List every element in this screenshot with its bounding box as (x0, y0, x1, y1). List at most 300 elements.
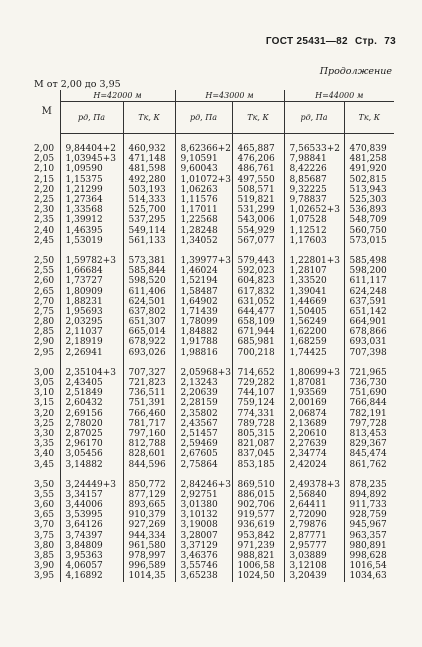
cell-temperature-42000: 1014,35 (123, 571, 175, 581)
cell-temperature-43000: 869,510 (232, 480, 284, 490)
cell-temperature-42000: 828,601 (123, 449, 175, 459)
cell-temperature-44000: 525,303 (344, 195, 394, 205)
cell-temperature-44000: 980,891 (344, 541, 394, 551)
cell-temperature-42000: 481,598 (123, 164, 175, 174)
cell-mach: 3,75 (34, 530, 55, 541)
cell-temperature-42000: 996,589 (123, 561, 175, 571)
cell-temperature-44000: 736,730 (344, 378, 394, 388)
cell-temperature-43000: 579,443 (232, 256, 284, 266)
cell-mach: 3,85 (34, 551, 55, 562)
cell-pressure-44000: 1,87081 (284, 378, 344, 388)
cell-temperature-44000: 693,031 (344, 337, 394, 347)
cell-pressure-44000: 1,62200 (284, 327, 344, 337)
cell-mach: 3,25 (34, 418, 55, 429)
cell-temperature-42000: 573,381 (123, 256, 175, 266)
cell-temperature-43000: 853,185 (232, 459, 284, 469)
cell-pressure-43000: 1,11576 (175, 195, 232, 205)
cell-temperature-42000: 736,511 (123, 388, 175, 398)
cell-pressure-42000: 1,73727 (60, 276, 123, 286)
cell-pressure-44000: 2,95777 (284, 541, 344, 551)
cell-pressure-42000: 3,74397 (60, 531, 123, 541)
cell-mach: 2,05 (34, 154, 55, 165)
table-row (34, 571, 394, 581)
cell-pressure-43000: 2,35802 (175, 409, 232, 419)
table-row (34, 337, 394, 347)
cell-pressure-44000: 2,87771 (284, 531, 344, 541)
cell-pressure-43000: 2,13243 (175, 378, 232, 388)
cell-pressure-42000: 2,60432 (60, 398, 123, 408)
cell-mach: 3,00 (34, 367, 55, 378)
cell-pressure-44000: 1,17603 (284, 236, 344, 246)
cell-mach: 3,45 (34, 459, 55, 470)
cell-temperature-43000: 617,832 (232, 286, 284, 296)
cell-temperature-42000: 537,295 (123, 215, 175, 225)
cell-pressure-43000: 2,43567 (175, 419, 232, 429)
cell-temperature-44000: 911,733 (344, 500, 394, 510)
cell-temperature-42000: 797,160 (123, 429, 175, 439)
atmosphere-table (34, 90, 394, 582)
cell-temperature-42000: 751,391 (123, 398, 175, 408)
cell-pressure-44000: 3,12108 (284, 561, 344, 571)
cell-mach: 2,45 (34, 235, 55, 246)
cell-temperature-44000: 878,235 (344, 480, 394, 490)
cell-temperature-42000: 844,596 (123, 459, 175, 469)
cell-pressure-43000: 3,19008 (175, 520, 232, 530)
column-header-mach: М (41, 105, 52, 117)
cell-mach: 2,20 (34, 184, 55, 195)
table-row (34, 541, 394, 551)
cell-temperature-44000: 573,015 (344, 236, 394, 246)
cell-mach: 3,05 (34, 378, 55, 389)
cell-temperature-42000: 961,580 (123, 541, 175, 551)
table-row (34, 378, 394, 388)
cell-pressure-43000: 3,65238 (175, 571, 232, 581)
cell-temperature-42000: 850,772 (123, 480, 175, 490)
cell-temperature-44000: 502,815 (344, 175, 394, 185)
cell-pressure-42000: 1,88231 (60, 297, 123, 307)
cell-temperature-42000: 460,932 (123, 144, 175, 154)
cell-pressure-42000: 1,95693 (60, 307, 123, 317)
table-row (34, 419, 394, 429)
cell-temperature-42000: 812,788 (123, 439, 175, 449)
cell-mach: 2,30 (34, 205, 55, 216)
cell-pressure-43000: 9,10591 (175, 154, 232, 164)
cell-pressure-42000: 3,53995 (60, 510, 123, 520)
cell-pressure-43000: 1,52194 (175, 276, 232, 286)
cell-temperature-42000: 624,501 (123, 297, 175, 307)
cell-pressure-42000: 2,87025 (60, 429, 123, 439)
cell-temperature-44000: 1016,54 (344, 561, 394, 571)
table-row (34, 154, 394, 164)
cell-temperature-44000: 813,453 (344, 429, 394, 439)
cell-pressure-42000: 1,27364 (60, 195, 123, 205)
cell-pressure-42000: 2,78020 (60, 419, 123, 429)
cell-temperature-44000: 845,474 (344, 449, 394, 459)
cell-temperature-43000: 714,652 (232, 368, 284, 378)
cell-temperature-44000: 637,591 (344, 297, 394, 307)
cell-temperature-44000: 513,943 (344, 185, 394, 195)
cell-temperature-42000: 678,922 (123, 337, 175, 347)
cell-pressure-43000: 1,84882 (175, 327, 232, 337)
cell-temperature-44000: 548,709 (344, 215, 394, 225)
cell-temperature-42000: 598,520 (123, 276, 175, 286)
table-row (34, 236, 394, 246)
standard-number: ГОСТ 25431—82 (265, 36, 348, 47)
cell-mach: 3,90 (34, 561, 55, 572)
table-row (34, 276, 394, 286)
cell-mach: 2,55 (34, 266, 55, 277)
cell-temperature-43000: 519,821 (232, 195, 284, 205)
cell-temperature-43000: 1024,50 (232, 571, 284, 581)
cell-pressure-42000: 3,95363 (60, 551, 123, 561)
cell-pressure-43000: 2,75864 (175, 459, 232, 469)
column-header-pressure: pд, Па (175, 102, 232, 134)
cell-temperature-44000: 751,690 (344, 388, 394, 398)
cell-temperature-42000: 766,460 (123, 409, 175, 419)
cell-temperature-42000: 651,307 (123, 317, 175, 327)
cell-temperature-42000: 637,802 (123, 307, 175, 317)
cell-temperature-43000: 971,239 (232, 541, 284, 551)
cell-pressure-42000: 3,34157 (60, 490, 123, 500)
cell-pressure-44000: 1,44669 (284, 297, 344, 307)
cell-temperature-42000: 693,026 (123, 348, 175, 358)
cell-pressure-42000: 2,35104+3 (60, 368, 123, 378)
cell-temperature-43000: 988,821 (232, 551, 284, 561)
table-row (34, 480, 394, 490)
cell-mach: 3,55 (34, 489, 55, 500)
cell-pressure-44000: 2,72090 (284, 510, 344, 520)
cell-pressure-42000: 1,21299 (60, 185, 123, 195)
table-row (34, 551, 394, 561)
table-row (34, 144, 394, 154)
cell-pressure-44000: 1,07528 (284, 215, 344, 225)
cell-temperature-43000: 658,109 (232, 317, 284, 327)
cell-temperature-43000: 759,124 (232, 398, 284, 408)
group-header-43000: H=43000 м (175, 90, 284, 102)
column-header-temperature: Tк, К (123, 102, 175, 134)
table-row (34, 205, 394, 215)
cell-pressure-42000: 2,26941 (60, 348, 123, 358)
table-row (34, 307, 394, 317)
cell-temperature-42000: 721,823 (123, 378, 175, 388)
cell-mach: 3,20 (34, 408, 55, 419)
cell-pressure-44000: 9,78837 (284, 195, 344, 205)
cell-mach: 2,70 (34, 296, 55, 307)
table-row (34, 348, 394, 358)
cell-pressure-43000: 3,01380 (175, 500, 232, 510)
cell-temperature-43000: 774,331 (232, 409, 284, 419)
cell-temperature-42000: 492,280 (123, 175, 175, 185)
cell-pressure-42000: 2,96170 (60, 439, 123, 449)
cell-pressure-44000: 7,98841 (284, 154, 344, 164)
cell-mach: 3,95 (34, 571, 55, 582)
page-label: Стр. (354, 36, 378, 47)
cell-temperature-43000: 631,052 (232, 297, 284, 307)
cell-temperature-43000: 821,087 (232, 439, 284, 449)
table-row (34, 185, 394, 195)
cell-temperature-43000: 837,045 (232, 449, 284, 459)
cell-temperature-43000: 1006,58 (232, 561, 284, 571)
cell-temperature-42000: 707,327 (123, 368, 175, 378)
cell-pressure-43000: 1,17011 (175, 205, 232, 215)
cell-pressure-44000: 1,50405 (284, 307, 344, 317)
cell-pressure-43000: 2,20639 (175, 388, 232, 398)
block-spacer (34, 246, 394, 256)
cell-pressure-44000: 1,28107 (284, 266, 344, 276)
cell-pressure-43000: 2,84246+3 (175, 480, 232, 490)
cell-pressure-44000: 2,13689 (284, 419, 344, 429)
cell-temperature-44000: 560,750 (344, 226, 394, 236)
cell-temperature-44000: 829,367 (344, 439, 394, 449)
cell-mach: 2,15 (34, 174, 55, 185)
table-row (34, 409, 394, 419)
cell-pressure-44000: 1,22801+3 (284, 256, 344, 266)
cell-pressure-42000: 1,46395 (60, 226, 123, 236)
cell-pressure-44000: 2,34774 (284, 449, 344, 459)
cell-temperature-44000: 928,759 (344, 510, 394, 520)
cell-pressure-44000: 1,74425 (284, 348, 344, 358)
cell-temperature-44000: 598,200 (344, 266, 394, 276)
cell-temperature-43000: 592,023 (232, 266, 284, 276)
cell-mach: 2,80 (34, 317, 55, 328)
cell-pressure-42000: 1,39912 (60, 215, 123, 225)
cell-pressure-42000: 1,53019 (60, 236, 123, 246)
cell-pressure-42000: 3,84809 (60, 541, 123, 551)
block-spacer (34, 134, 394, 145)
cell-pressure-44000: 2,56840 (284, 490, 344, 500)
cell-temperature-43000: 902,706 (232, 500, 284, 510)
table-row (34, 256, 394, 266)
cell-mach: 3,35 (34, 439, 55, 450)
cell-pressure-44000: 1,80699+3 (284, 368, 344, 378)
cell-temperature-44000: 491,920 (344, 164, 394, 174)
cell-mach: 2,65 (34, 286, 55, 297)
cell-pressure-43000: 3,28007 (175, 531, 232, 541)
table-row (34, 317, 394, 327)
cell-mach: 2,35 (34, 215, 55, 226)
cell-temperature-44000: 766,844 (344, 398, 394, 408)
cell-mach: 2,50 (34, 255, 55, 266)
cell-temperature-44000: 651,142 (344, 307, 394, 317)
cell-temperature-42000: 910,379 (123, 510, 175, 520)
table-row (34, 195, 394, 205)
cell-temperature-44000: 707,398 (344, 348, 394, 358)
cell-temperature-44000: 664,901 (344, 317, 394, 327)
cell-pressure-42000: 4,06057 (60, 561, 123, 571)
cell-temperature-42000: 585,844 (123, 266, 175, 276)
cell-pressure-43000: 1,22568 (175, 215, 232, 225)
cell-temperature-42000: 611,406 (123, 286, 175, 296)
cell-mach: 3,70 (34, 520, 55, 531)
cell-mach: 3,15 (34, 398, 55, 409)
cell-pressure-44000: 2,00169 (284, 398, 344, 408)
cell-pressure-42000: 2,43405 (60, 378, 123, 388)
cell-mach: 3,60 (34, 500, 55, 511)
cell-mach: 2,25 (34, 195, 55, 206)
cell-temperature-42000: 893,665 (123, 500, 175, 510)
cell-pressure-43000: 1,64902 (175, 297, 232, 307)
cell-mach: 2,95 (34, 347, 55, 358)
cell-pressure-42000: 3,05456 (60, 449, 123, 459)
cell-temperature-42000: 561,133 (123, 236, 175, 246)
cell-temperature-43000: 543,006 (232, 215, 284, 225)
cell-pressure-42000: 1,03945+3 (60, 154, 123, 164)
cell-mach: 2,85 (34, 327, 55, 338)
cell-pressure-42000: 3,24449+3 (60, 480, 123, 490)
cell-mach: 2,90 (34, 337, 55, 348)
cell-temperature-44000: 585,498 (344, 256, 394, 266)
cell-temperature-42000: 471,148 (123, 154, 175, 164)
cell-pressure-44000: 3,20439 (284, 571, 344, 581)
cell-pressure-42000: 4,16892 (60, 571, 123, 581)
cell-pressure-43000: 3,10132 (175, 510, 232, 520)
cell-temperature-44000: 945,967 (344, 520, 394, 530)
table-row (34, 215, 394, 225)
cell-temperature-43000: 497,550 (232, 175, 284, 185)
cell-temperature-44000: 1034,63 (344, 571, 394, 581)
cell-pressure-44000: 1,68259 (284, 337, 344, 347)
cell-temperature-42000: 944,334 (123, 531, 175, 541)
page-header (262, 36, 396, 47)
table-row (34, 398, 394, 408)
cell-temperature-44000: 721,965 (344, 368, 394, 378)
cell-temperature-43000: 936,619 (232, 520, 284, 530)
cell-pressure-44000: 3,03889 (284, 551, 344, 561)
cell-temperature-42000: 503,193 (123, 185, 175, 195)
cell-pressure-44000: 1,12512 (284, 226, 344, 236)
cell-pressure-43000: 1,01072+3 (175, 175, 232, 185)
cell-pressure-43000: 2,92751 (175, 490, 232, 500)
cell-pressure-42000: 1,80909 (60, 286, 123, 296)
group-header-42000: H=42000 м (60, 90, 175, 102)
cell-temperature-42000: 781,717 (123, 419, 175, 429)
cell-pressure-44000: 1,93569 (284, 388, 344, 398)
cell-temperature-43000: 567,077 (232, 236, 284, 246)
cell-pressure-44000: 2,20610 (284, 429, 344, 439)
table-row (34, 327, 394, 337)
cell-pressure-43000: 9,60043 (175, 164, 232, 174)
cell-temperature-44000: 611,117 (344, 276, 394, 286)
table-row (34, 368, 394, 378)
cell-pressure-42000: 9,84404+2 (60, 144, 123, 154)
table-row (34, 164, 394, 174)
column-header-pressure: pд, Па (60, 102, 123, 134)
cell-pressure-44000: 2,64411 (284, 500, 344, 510)
table-row (34, 459, 394, 469)
cell-pressure-42000: 2,03295 (60, 317, 123, 327)
cell-mach: 2,00 (34, 144, 55, 155)
table-row (34, 561, 394, 571)
cell-temperature-44000: 998,628 (344, 551, 394, 561)
cell-pressure-43000: 1,46024 (175, 266, 232, 276)
cell-pressure-44000: 1,33520 (284, 276, 344, 286)
cell-pressure-43000: 1,78099 (175, 317, 232, 327)
cell-pressure-43000: 1,71439 (175, 307, 232, 317)
cell-pressure-44000: 8,85687 (284, 175, 344, 185)
table-row (34, 439, 394, 449)
cell-pressure-44000: 8,42226 (284, 164, 344, 174)
cell-temperature-42000: 514,333 (123, 195, 175, 205)
cell-temperature-44000: 481,258 (344, 154, 394, 164)
block-spacer (34, 358, 394, 368)
table-row (34, 500, 394, 510)
cell-mach: 3,80 (34, 540, 55, 551)
cell-pressure-44000: 2,06874 (284, 409, 344, 419)
cell-temperature-43000: 789,728 (232, 419, 284, 429)
table-row (34, 429, 394, 439)
table-row (34, 286, 394, 296)
cell-temperature-43000: 671,944 (232, 327, 284, 337)
cell-temperature-43000: 554,929 (232, 226, 284, 236)
cell-pressure-44000: 1,02652+3 (284, 205, 344, 215)
table-row (34, 226, 394, 236)
group-header-44000: H=44000 м (284, 90, 394, 102)
cell-pressure-43000: 3,55746 (175, 561, 232, 571)
cell-mach: 3,50 (34, 479, 55, 490)
cell-pressure-42000: 2,51849 (60, 388, 123, 398)
cell-pressure-43000: 1,98816 (175, 348, 232, 358)
cell-mach: 3,10 (34, 388, 55, 399)
cell-temperature-43000: 953,842 (232, 531, 284, 541)
continuation-note: Продолжение (319, 66, 392, 77)
cell-pressure-42000: 1,09590 (60, 164, 123, 174)
cell-temperature-44000: 470,839 (344, 144, 394, 154)
cell-pressure-42000: 3,64126 (60, 520, 123, 530)
table-row (34, 490, 394, 500)
column-header-pressure: pд, Па (284, 102, 344, 134)
table-row (34, 266, 394, 276)
cell-pressure-43000: 3,46376 (175, 551, 232, 561)
table-row (34, 520, 394, 530)
cell-mach: 3,40 (34, 449, 55, 460)
cell-pressure-42000: 1,66684 (60, 266, 123, 276)
cell-mach: 2,40 (34, 225, 55, 236)
cell-temperature-42000: 927,269 (123, 520, 175, 530)
cell-temperature-42000: 665,014 (123, 327, 175, 337)
cell-temperature-43000: 729,282 (232, 378, 284, 388)
cell-temperature-43000: 604,823 (232, 276, 284, 286)
cell-pressure-42000: 2,69156 (60, 409, 123, 419)
cell-pressure-44000: 9,32225 (284, 185, 344, 195)
cell-temperature-44000: 624,248 (344, 286, 394, 296)
cell-pressure-44000: 1,56249 (284, 317, 344, 327)
table-body (34, 134, 394, 582)
cell-temperature-42000: 877,129 (123, 490, 175, 500)
cell-pressure-42000: 1,59782+3 (60, 256, 123, 266)
cell-pressure-43000: 1,39977+3 (175, 256, 232, 266)
cell-temperature-42000: 525,700 (123, 205, 175, 215)
cell-pressure-43000: 1,06263 (175, 185, 232, 195)
cell-pressure-43000: 2,67605 (175, 449, 232, 459)
cell-pressure-44000: 2,49378+3 (284, 480, 344, 490)
cell-pressure-42000: 3,44006 (60, 500, 123, 510)
cell-temperature-43000: 805,315 (232, 429, 284, 439)
table-row (34, 510, 394, 520)
table-row (34, 175, 394, 185)
table-row (34, 297, 394, 307)
cell-mach: 2,10 (34, 164, 55, 175)
cell-mach: 2,75 (34, 306, 55, 317)
block-spacer (34, 470, 394, 480)
cell-temperature-43000: 644,477 (232, 307, 284, 317)
cell-pressure-44000: 2,79876 (284, 520, 344, 530)
cell-pressure-43000: 1,34052 (175, 236, 232, 246)
cell-pressure-43000: 1,58487 (175, 286, 232, 296)
table-row (34, 388, 394, 398)
mach-range-caption: М от 2,00 до 3,95 (34, 79, 121, 90)
cell-pressure-43000: 2,51457 (175, 429, 232, 439)
cell-temperature-44000: 678,866 (344, 327, 394, 337)
